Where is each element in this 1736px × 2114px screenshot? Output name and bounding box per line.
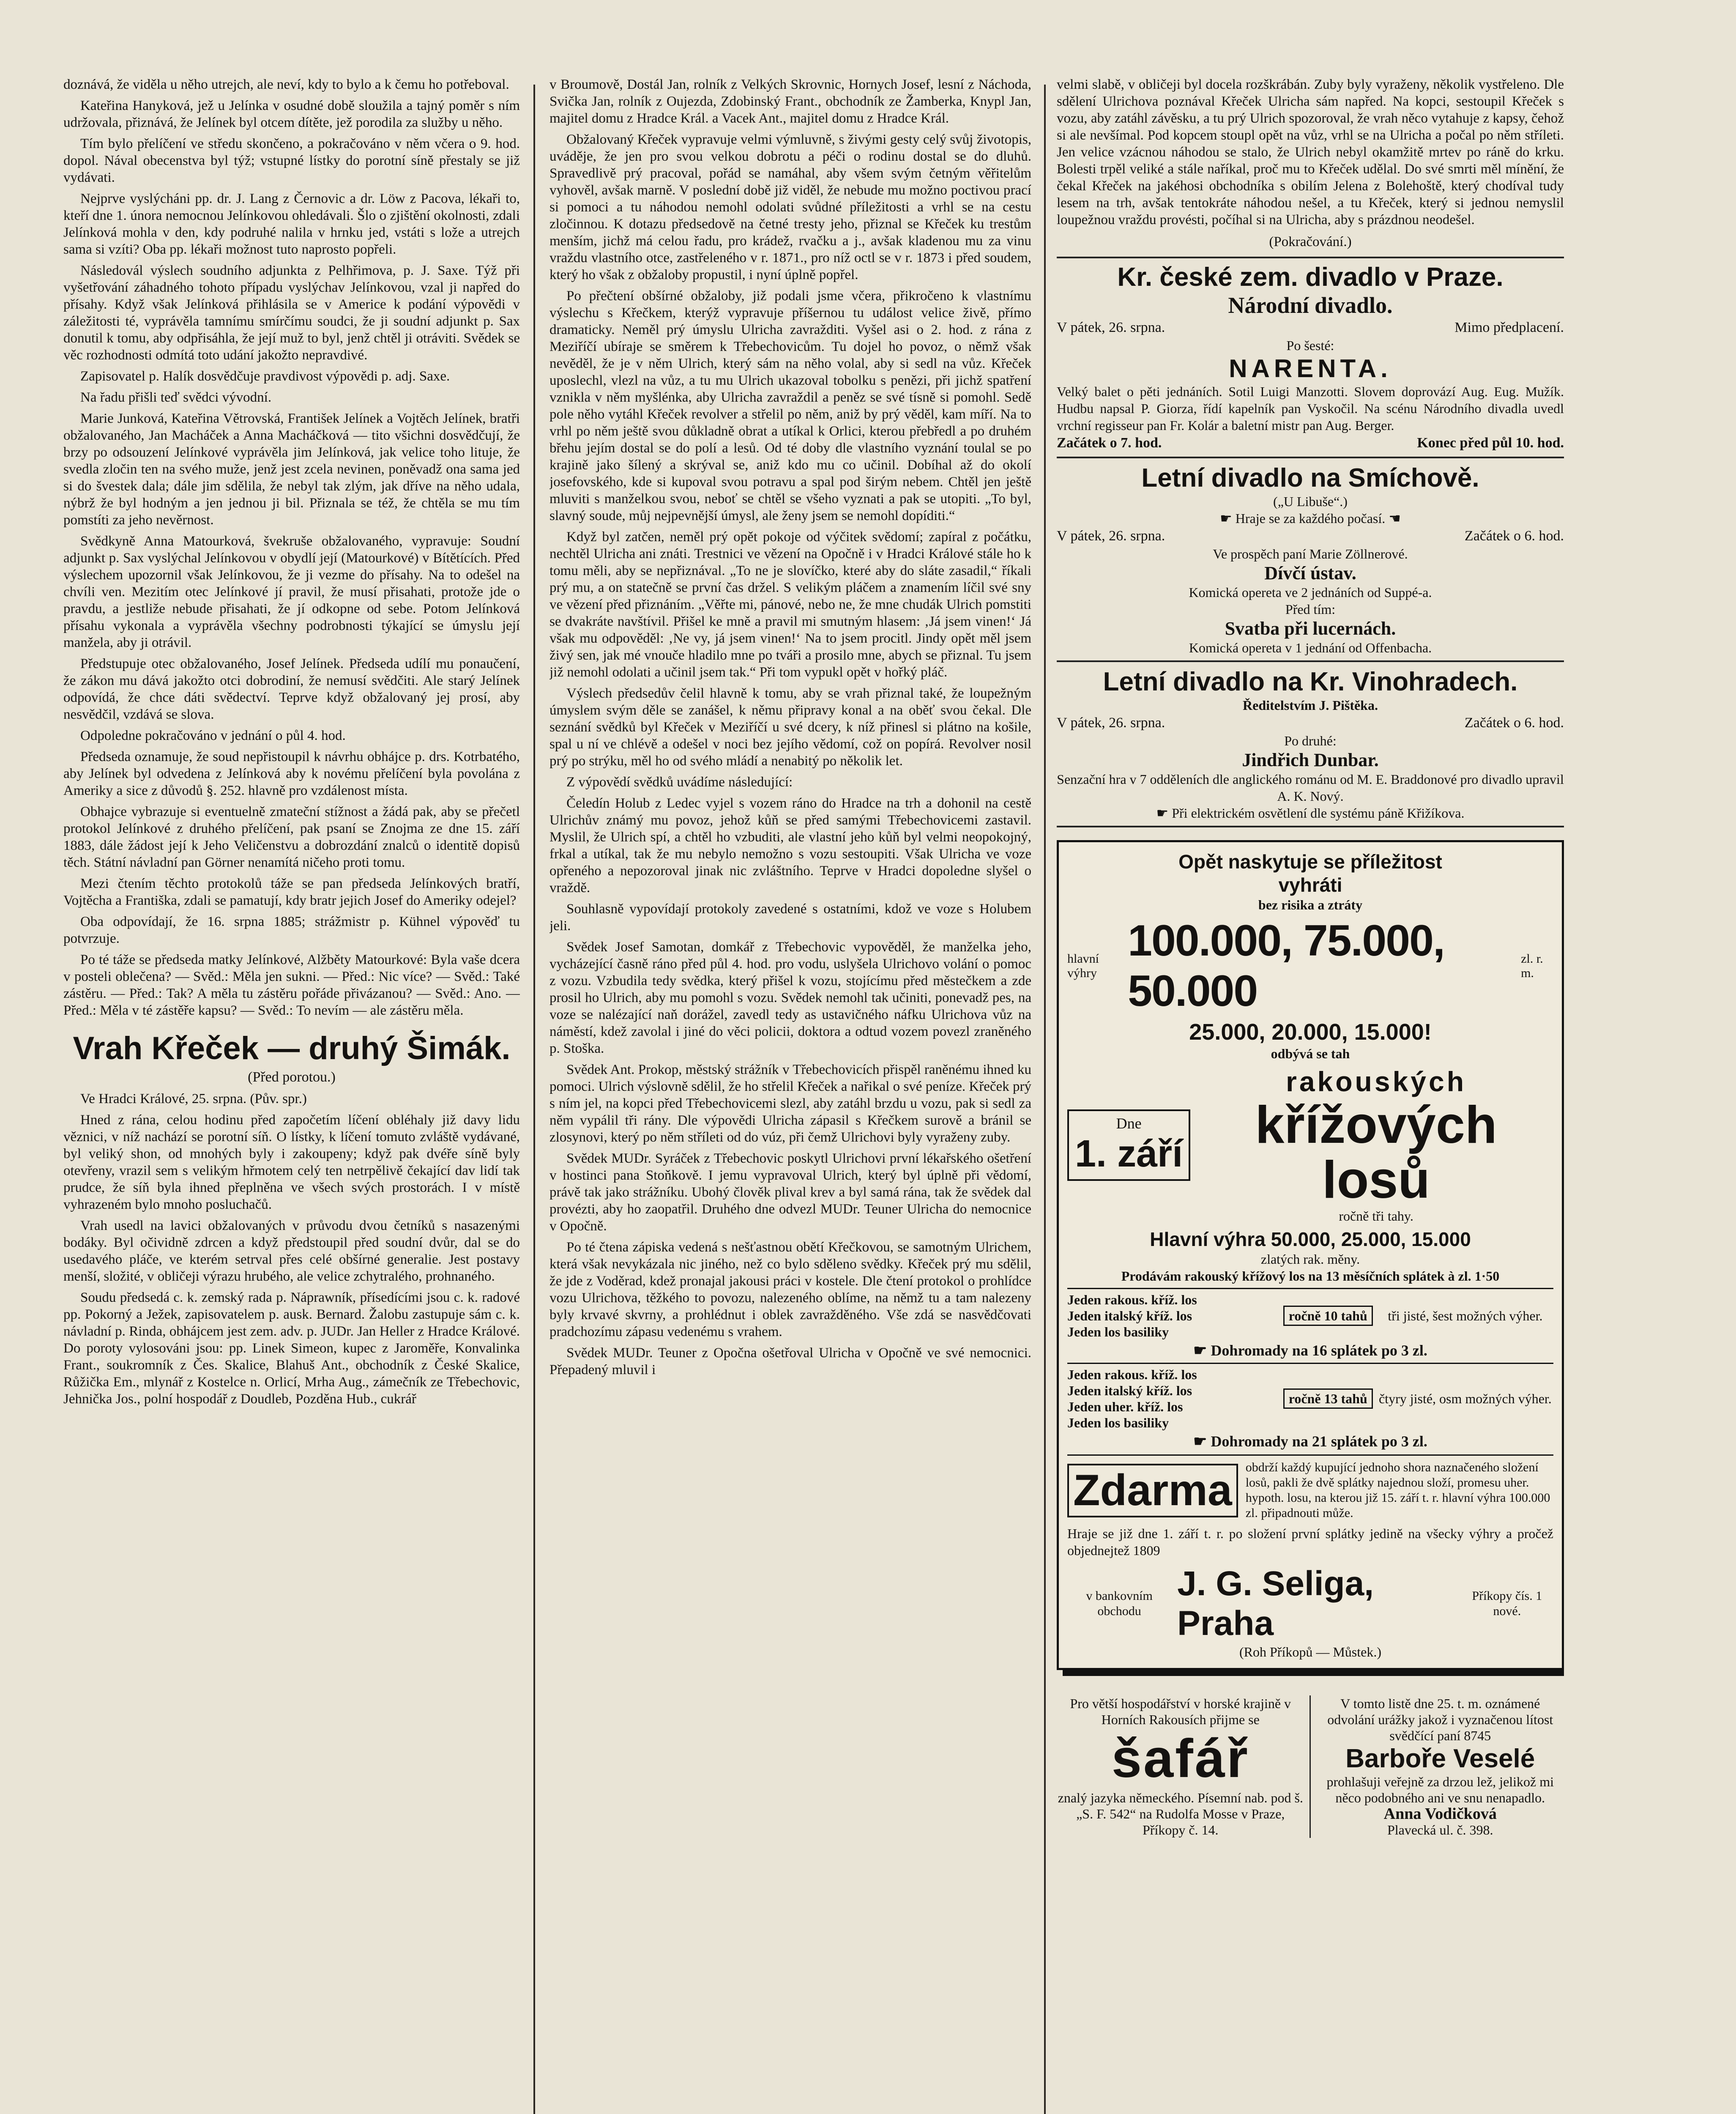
paragraph: Na řadu přišli teď svědci vývodní. [80, 390, 272, 405]
paragraph: Následovál výslech soudního adjunkta z Pelhřimova, p. J. Saxe. Týž při vyšetřování záhadného tohoto případu vyslýchav Jelínkovou, vzal ji napřed do přísahy. Když však Jelínková přihlásila se v Americe k podání výpovědi v záležitosti té, vyprávěla tamnímu smírčímu soudci, že ji soudní adjunkt p. Sax donutil k tomu, aby odpřisáhla, že její muž to byl, jenž chtěl ji otráviti. Svědek se věc rozhodnosti odmítá toto udání jakožto nepravdivé. [63, 263, 520, 363]
lottery-bundle-1 [1067, 1288, 1553, 1359]
paragraph: Mezi čtením těchto protokolů táže se pan předseda Jelínkových bratří, Vojtěcha a Františka, zdali se pamatují, kdy bratr jejich Josef do Ameriky odejel? [63, 876, 520, 908]
bundle-item: Jeden rakous. kříž. los [1067, 1367, 1197, 1382]
performance-date: V pátek, 26. srpna. [1057, 715, 1165, 731]
draws-per-year: ročně tři tahy. [1339, 1208, 1413, 1224]
paragraph: Souhlasně vypovídají protokoly zavedené s ostatními, kdož ve voze s Holubem jeli. [550, 901, 1031, 934]
free-offer-text: obdrží každý kupující jednoho shora naznačeného složení losů, pakli že dvě splátky najednou složí, promesu uher. hypoth. losu, na kterou již 15. září t. r. hlavní výhra 100.000 zl. připadnouti může. [1245, 1460, 1550, 1520]
registry-number: 1809 [1133, 1543, 1160, 1558]
main-prize-label: hlavní výhry [1067, 952, 1099, 980]
paragraph: Obhajce vybrazuje si eventuelně zmateční stížnost a žádá pak, aby se přečetl protokol Jelínkové z druhého přelíčení, pak psaní se Znojma ze dne 15. září 1883, dále žádost její k Jeho Veličenstvu a dobrozdání znalců o identitě dopisů těch. Státní návladní pan Görner nenamítá ničeho proti tomu. [63, 804, 520, 870]
notice-text: V tomto listě dne 25. t. m. oznámené odvolání urážky jakož i vyznačenou lítost svědčící paní 8745 [1327, 1696, 1553, 1743]
article-headline: Vrah Křeček — druhý Šimák. [73, 1030, 511, 1066]
bundle-item: Jeden los basiliky [1067, 1324, 1169, 1339]
play-title: Dívčí ústav. [1264, 563, 1356, 583]
paragraph: Kateřina Hanyková, jež u Jelínka v osudné době sloužila a tajný poměr s ním udržovala, přiznává, že Jelínek byl otcem dítěte, jež porodila za služby u něho. [63, 98, 520, 130]
pointing-hand-icon: ☚ [1385, 511, 1401, 526]
ad-text: Pro větší hospodářství v horské krajině v Horních Rakousích přijme se [1070, 1696, 1291, 1727]
paragraph: Po té čtena zápiska vedená s nešťastnou obětí Křečkovou, se samotným Ulrichem, která však nevykázala nic jiného, než co bylo sděleno svědky. Křeček prý mu sdělil, že jde z Voděrad, kdež pronajal jakousi práci v kostele. Dle čtení protokol o prohlídce vozu Ulrichova, těžkého to povozu, nalezeného oblíme, na němž tu a tam nalezeny byly krvavé skvrny, a prohlédnut i oblek zavražděného. Vše zdá se nasvědčovati pradchozímu zápasu vedenému s vrahem. [550, 1240, 1031, 1339]
column-3 [1057, 76, 1564, 2114]
lottery-advertisement [1057, 840, 1564, 1670]
paragraph: velmi slabě, v obličeji byl docela rozškrábán. Zuby byly vyraženy, několik vystřeleno. Dle sdělení Ulrichova poznával Křeček Ulricha sám napřed. Na kopci, sestoupil Křeček s vozu, aby zatáhl závěsku, a tu prý Ulrich spozoroval, že vrah něco vytahuje z kapsy, čehož si ale nevšímal. Pod kopcem stoupl opět na vůz, vrhl se na Ulricha a počal po něm stříleti. Jen velice vzácnou náhodou se stalo, že Ulrich nebyl okamžitě mrtev po ráně do krku. Bolesti trpěl veliké a stále naříkal, proč mu to Křeček udělal. Do své smrti měl mínění, že čekal Křeček na jakéhosi obchodníka s obilím Jelena z Bolehoště, který chodíval tudy lesem na trh, avšak tentokráte náhodou nešel, a tu Křeček, který si jednou nemyslil loupežnou vraždu provésti, počíhal si na Ulricha, aby s prázdnou neodešel. [1057, 77, 1564, 227]
vinohrady-theatre-notice [1057, 667, 1564, 827]
column-rule [1044, 85, 1046, 2114]
secondary-prizes: 25.000, 20.000, 15.000! [1189, 1019, 1432, 1045]
performance-count: Po druhé: [1284, 733, 1337, 748]
free-label: Zdarma [1067, 1464, 1238, 1517]
theatre-title: Letní divadlo na Smíchově. [1141, 463, 1479, 493]
paragraph: Odpoledne pokračováno v jednání o půl 4. hod. [80, 728, 346, 743]
column-2 [550, 76, 1031, 2114]
pointing-hand-icon: ☛ [1220, 511, 1236, 526]
austrian-label: rakouských [1286, 1066, 1467, 1097]
currency: zlatých rak. měny. [1260, 1251, 1360, 1267]
paragraph: Tím bylo přelíčení ve středu skončeno, a pokračováno v něm včera o 9. hod. dopol. Nával obecenstva byl týž; vstupné lístky do porotní síně přestaly se již vydávati. [63, 136, 520, 185]
draw-note: odbývá se tah [1271, 1046, 1350, 1061]
paragraph: Oba odpovídají, že 16. srpna 1885; strážmistr p. Kühnel výpověď tu potvrzuje. [63, 914, 520, 946]
bundle-draw-count: ročně 13 tahů [1283, 1388, 1373, 1409]
play-title: Svatba při lucernách. [1225, 618, 1396, 639]
play-title: NARENTA. [1229, 354, 1392, 383]
paragraph: Hned z rána, celou hodinu před započetím líčení obléhaly již davy lidu věznici, v níž nachází se porotní síň. O lístky, k líčení tomuto zvláště vydávané, byl veliký shon, od mnohých byly i zakoupeny; když pak dvéře síně byly otevřeny, vrazil sem s velikým hřmotem celý ten netrpělivě čekající dav lidí tak prudce, že síň byla ihned přeplněna ve všech svých prostorách. I v místě vyhrazeném bylo mnoho posluchačů. [63, 1112, 520, 1212]
paragraph: Svědek MUDr. Syráček z Třebechovic poskytl Ulrichovi první lékařského ošetření v hostinci pana Stoňkově. I jemu vypravoval Ulrich, který byl úplně při vědomí, právě tak jako strážníku. Ubohý člověk plival krev a byl samá rána, tak že svědek dal provézti, aby ho zaopatřil. Druhého dne odvezl MUDr. Teuner Ulricha do nemocnice v Opočně. [550, 1151, 1031, 1234]
paragraph: Výslech předsedův čelil hlavně k tomu, aby se vrah přiznal také, že loupežným úmyslem svým děle se zanášel, k němu připravy konal a na oběť svou čekal. Dle seznání svědků byl Křeček v Meziříčí u své dcery, k níž přinesl si plátno na košile, spal u ní ve chlévě a odešel v noci bez jejího vědomí, což on popírá. Revolver nosil prý po strýku, měl ho od svého mládí a nenabitý po několik let. [550, 686, 1031, 769]
play-title: Jindřich Dunbar. [1242, 750, 1379, 770]
paragraph: Obžalovaný Křeček vypravuje velmi výmluvně, s živými gesty celý svůj životopis, uváděje, že jen pro svou velkou dobrotu a péči o rodinu dostal se do dluhů. Spravedlivě prý pracoval, pořád se namáhal, aby všem svým četným věřitelům vyhověl, avšak marně. V poslední době již viděl, že nebude mu možno poctivou prací si pomoci a tu náhodou nemohl odolati svůdné příležitosti a vrhl se na cestu zločinnou. K dotazu předsedově na četné tresty jeho, přiznal se Křeček ku trestům menším, jichž má celou řadu, pro krádež, rvačku a j., avšak kladenou mu za vinu vraždu vlastního otce, zastřeleného v r. 1871., pro níž octl se v r. 1873 i před soudem, který ho však z obžaloby propustil, i nyní úplně popřel. [550, 132, 1031, 282]
pointing-hand-icon: ☛ [1193, 1342, 1211, 1359]
firm-corner: (Roh Příkopů — Můstek.) [1239, 1644, 1381, 1659]
play-description: Senzační hra v 7 odděleních dle anglického románu od M. E. Braddonové pro divadlo upravil A. K. Nový. [1057, 772, 1564, 804]
theatre-subtitle: Národní divadlo. [1228, 293, 1393, 318]
paragraph: Předseda oznamuje, že soud nepřistoupil k návrhu obhájce p. drs. Kotrbatého, aby Jelínek byl odvedena z Jelínková aby k novému přelíčení byla povolána z Ameriky a sice z důvodů §. 252. hlavně pro vzdálenost místa. [63, 749, 520, 798]
paragraph: Soudu předsedá c. k. zemský rada p. Náprawník, přísedícími jsou c. k. radové pp. Pokorný a Ježek, zapisovatelem p. ausk. Bernard. Žalobu zastupuje sám c. k. návladní p. Rinda, obhájcem jest zem. adv. p. JUDr. Jan Heller z Hradce Králové. Do poroty vylosováni jsou: pp. Linek Simeon, kupec z Jaroměře, Konvalinka Frant., soukromník z Čes. Skalice, Blahuš Ant., obchodník z České Skalice, Růžička Em., mlynář z Kostelce n. Orlicí, Mrha Aug., zámečník ze Třebechovic, Jehnička Jos., polní hospodář z Doudleb, Pozděna Hub., cukrář [63, 1290, 520, 1407]
ad-heading-win: vyhráti [1278, 874, 1342, 896]
main-prizes: 100.000, 75.000, 50.000 [1128, 916, 1444, 1016]
paragraph: Po přečtení obšírné obžaloby, již podali jsme včera, přikročeno k vlastnímu výslechu s Křečkem, kterýž vypravuje příšernou tu událost velice živě, přímo dramaticky. Neměl prý úmyslu Ulricha zavražditi. Vyšel asi o 2. hod. z rána z Meziříčí ubíraje se směrem k Třebechovicům. Tu dojel ho povoz, o němž však nevěděl, že je v něm Ulrich, který sám na něho volal, aby si sedl na vůz. Křeček uposlechl, vlezl na vůz, a tu mu Ulrich ukazoval tobolku s penězi, při jichž spatření vznikla v něm myšlénka, aby Ulricha zavraždil a peněz se své tísně si pomohl. Sedě pole něho vytáhl Křeček revolver a střelil po něm, aniž by prý věděl, kam míří. Na to vrhl po něm ještě svou důkladně obrat a utíkal k Orlici, kterou přebředl a po druhém břehu jejím dostal se do polí a lesů. Od té doby dle vlastního vyznání toulal se po krajině jako šílený a skrýval se, aniž kdo mu co učinil. Dobíhal až do okolí josefovského, kde si kupoval svou potravu a spal pod širým nebem. Chtěl jen ještě mluviti s manželkou svou, neboť se chtěl se všeho vyznati a pak se utopiti. „To byl, slavný soude, můj nejpevnější úmysl, ale ženy jsem se nemohl dopíditi.“ [550, 288, 1031, 523]
paragraph: Předstupuje otec obžalovaného, Josef Jelínek. Předseda udílí mu ponaučení, že zákon mu dává jakožto otci dobrodiní, že nemusí svědčiti. Ale starý Jelínek odpovídá, že chce dáti svědectví. Teprve když obžalovaný jej prosí, aby nesvědčil, vzdává se slova. [63, 656, 520, 722]
bank-label: v bankovním obchodu [1086, 1589, 1153, 1618]
play-description: Komická opereta ve 2 jednáních od Suppé-a. [1189, 585, 1432, 600]
firm-name: J. G. Seliga, Praha [1177, 1564, 1374, 1643]
theatre-title: Kr. české zem. divadlo v Praze. [1117, 263, 1504, 292]
bundle-draw-count: ročně 10 tahů [1283, 1306, 1373, 1326]
firm-address: Příkopy čís. 1 nové. [1472, 1589, 1542, 1618]
performance-date: V pátek, 26. srpna. [1057, 320, 1165, 335]
paragraph: Čeledín Holub z Ledec vyjel s vozem ráno do Hradce na trh a dohonil na cestě Ulrichův známý mu povoz, jehož kůň se před samými Třebechovicemi zastavil. Myslil, že Ulrich spí, a chtěl ho vzbuditi, ale vlastní jeho kůň byl velmi neopokojný, frkal a utíkal, tak že mu nebylo nemožno s vozu sestoupiti. Však Ulricha ve voze opřeného a nepozoroval jinak nic zvláštního. Teprve v Hradci dopoledne slyšel o vraždě. [550, 796, 1031, 895]
paragraph: Svědek MUDr. Teuner z Opočna ošetřoval Ulricha v Opočně ve své nemocnici. Přepadený mluvil i [550, 1345, 1031, 1377]
dateline: Ve Hradci Králové, 25. srpna. (Pův. spr.) [80, 1091, 307, 1106]
ad-text: znalý jazyka německého. Písemní nab. pod š. „S. F. 542“ na Rudolfa Mosse v Praze, Příkopy č. 14. [1058, 1790, 1303, 1837]
cross-lottery-label: křížových losů [1255, 1096, 1497, 1209]
play-description: Komická opereta v 1 jednání od Offenbacha. [1189, 640, 1432, 655]
ad-big-word: šafář [1111, 1728, 1249, 1789]
prize-unit: zl. r. m. [1521, 952, 1543, 980]
notice-signer: Anna Vodičková [1383, 1805, 1497, 1823]
bundle-total: Dohromady na 16 splátek po 3 zl. [1211, 1342, 1427, 1359]
bundle-item: Jeden uher. kříž. los [1067, 1399, 1183, 1414]
paragraph: Svědek Ant. Prokop, městský strážník v Třebechovicích přispěl raněnému ihned ku pomoci. Ulrich výslovně sdělil, že ho střelil Křeček a nařikal o své peníze. Křeček prý s ním jel, na kopci před Třebechovicemi slezl, aby zatáhl brzdu u vozu, pak si sedl za něm vypálil tři rány. Dle výpovědi Ulricha zápasil s Křečkem surově a bránil se zlosynovi, který po něm stříleti od do vúz, při čemž Ulrichovi byly vyraženy zuby. [550, 1062, 1031, 1145]
subscription-note: Mimo předplacení. [1454, 320, 1564, 335]
column-1 [63, 76, 520, 2114]
paragraph: Když byl zatčen, neměl prý opět pokoje od výčitek svědomí; zapíral z počátku, nechtěl Ulricha ani znáti. Trestnici ve vězení na Opočně i v Hradci Králové stále ho k tomu měli, aby se nepřiznával. „To ne je slovíčko, které aby do sláte zasadil,“ říkali prý mu, a on statečně se první čas držel. S velikým pláčem a znamením líčil své sny ve vězení před přiznáním. „Věřte mi, pánové, nebo ne, že mne chudák Ulrich pomstiti se dvakráte navštívil. Přišel ke mně a pravil mi smutným hlasem: ‚Já jsem vinen!‘ Já však mu odpověděl: ‚Ne vy, já jsem vinen!‘ Na to jsem procitl. Jindy opět měl jsem živý sen, jak mé vnouče hladilo mne po tváři a prosilo mne, abych se přiznal. Tu jsem již nemohl odolati a učinil jsem tak.“ Při tom vypukl opět v hořký pláč. [550, 529, 1031, 680]
draw-date-label: Dne [1116, 1115, 1142, 1132]
pointing-hand-icon: ☛ [1193, 1433, 1211, 1450]
performance-count: Po šesté: [1286, 338, 1334, 353]
installment-offer: Prodávám rakouský křížový los na 13 měsíčních splátek à zl. 1·50 [1121, 1268, 1500, 1284]
performance-date: V pátek, 26. srpna. [1057, 528, 1165, 544]
theatre-subtitle: („U Libuše“.) [1273, 494, 1348, 509]
theatre-title: Letní divadlo na Kr. Vinohradech. [1103, 667, 1518, 696]
paragraph: Zapisovatel p. Halík dosvědčuje pravdivost výpovědi p. adj. Saxe. [80, 369, 450, 384]
notice-name: Barboře Veselé [1345, 1744, 1535, 1773]
paragraph: Marie Junková, Kateřina Větrovská, František Jelínek a Vojtěch Jelínek, bratři obžalovaného, Jan Macháček a Anna Macháčková — tito všichni dosvědčují, že brzy po odsouzení Jelínkové vyprávěla jim Jelínková, jak velice toho lituje, že svedla zločin ten na svého muže, jenž jest zcela nevinen, poněvadž ona sama jed si do švestek dala; dále jim sdělila, že nebyl tak zlým, jak dříve na něho udala, nýbrž že byl hodným a jen jednou ji bil. Přiznala se též, že chtěla se mu tím pomstíti za jeho nevěrnost. [63, 411, 520, 528]
paragraph: Vrah usedl na lavici obžalovaných v průvodu dvou četníků s nasazenými bodáky. Byl očividně zdrcen a když předstoupil před soudní dvůr, dal se do usedavého pláče, ve kterém setrval přes celé obšírné generalie. Jest postavy menší, složité, v obličeji výrazu hrubého, ale velice zchytralého, prohnaného. [63, 1218, 520, 1284]
bundle-item: Jeden italský kříž. los [1067, 1383, 1192, 1398]
retraction-notice [1317, 1695, 1564, 1838]
notice-text: prohlašuji veřejně za drzou lež, jelikož mi něco podobného ani ve snu nenapadlo. [1326, 1774, 1554, 1805]
bundle-total: Dohromady na 21 splátek po 3 zl. [1211, 1433, 1427, 1450]
smichov-theatre-notice [1057, 463, 1564, 662]
bundle-result: čtyry jisté, osm možných výher. [1378, 1391, 1552, 1406]
lottery-bundle-2 [1067, 1363, 1553, 1450]
paragraph: Svědek Josef Samotan, domkář z Třebechovic vypověděl, že manželka jeho, vycházející časně ráno před půl 4. hod. pro vodu, uslyšela Ulrichovo volání o pomoc z vozu. Vzbudila tedy svědka, který přišel k vozu, stojícímu před městečkem a zde prosil ho Ulrich, aby mu pomohl s vozu. Svědek nemohl tak učiniti, ponevadž pes, na voze se nalézající naň dorážel, zavedl tedy as ustavičného náfku Ulrichova vůz na náměstí, kdež zavolal i jiné do věci policii, doktora a odtud vozem povezl zraněného p. Stoška. [550, 939, 1031, 1056]
weather-note: Hraje se za každého počasí. [1235, 511, 1386, 526]
steward-wanted-ad [1057, 1695, 1311, 1838]
paragraph: Svědkyně Anna Matourková, švekruše obžalovaného, vypravuje: Soudní adjunkt p. Sax vyslýchal Jelínkovou v obydlí její (Matourkové) v Bítětících. Před výslechem upozornil však Jelínkovou, že ji vezme do přísahy. Na to odešel na chvíli ven. Mezitím otec Jelínkové jí pravil, že musí přisahati, protože jde o pravdu, a jestliže nebude přisahati, že jí odkopne od sebe. Potom Jelínková přísahu vykonala a vyprávěla všechny podrobnosti týkající se úmyslu její manžela, aby ji otrávil. [63, 534, 520, 650]
paragraph: Nejprve vyslýcháni pp. dr. J. Lang z Černovic a dr. Löw z Pacova, lékaři to, kteří dne 1. února nemocnou Jelínkovou ohledávali. Šlo o zjištění okolnosti, zdali Jelínková mohla v den, kdy podruhé nalila v hrnku jed, vstáti s lože a utrejch sama si vzíti? Oba pp. lékaři možnost tuto naprosto popřeli. [63, 191, 520, 257]
start-time: Začátek o 7. hod. [1057, 435, 1162, 451]
paragraph: Po té táže se předseda matky Jelínkové, Alžběty Matourkové: Byla vaše dcera v posteli oblečena? — Svěd.: Měla jen sukni. — Před.: Nic více? — Svěd.: Také zástěru. — Před.: Tak? A měla tu zástěru pořáde přivázanou? — Svěd.: Ano. — Před.: Měla v té zástěře kapsu? — Svěd.: To nevím — ale zástěru měla. [63, 952, 520, 1018]
lighting-note: Při elektrickém osvětlení dle systému páně Křižíkova. [1172, 805, 1465, 821]
article-subhead: (Před porotou.) [248, 1069, 336, 1085]
bundle-item: Jeden los basiliky [1067, 1415, 1169, 1430]
column-rule [533, 85, 535, 2114]
national-theatre-notice [1057, 257, 1564, 458]
paragraph: doznává, že viděla u něho utrejch, ale neví, kdy to bylo a k čemu ho potřeboval. [63, 77, 509, 92]
pointing-hand-icon: ☛ [1156, 805, 1172, 821]
paragraph: Z výpovědí svědků uvádíme následující: [566, 775, 793, 790]
draw-date-box [1067, 1109, 1190, 1181]
draw-date: 1. září [1075, 1132, 1183, 1175]
before-note: Před tím: [1285, 602, 1336, 617]
trial-report-continued [63, 76, 520, 1019]
start-time: Začátek o 6. hod. [1464, 715, 1564, 731]
bundle-item: Jeden rakous. kříž. los [1067, 1292, 1197, 1307]
main-win: Hlavní výhra 50.000, 25.000, 15.000 [1150, 1228, 1471, 1250]
bundle-result: tři jisté, šest možných výher. [1388, 1308, 1543, 1323]
notice-address: Plavecká ul. č. 398. [1387, 1822, 1493, 1837]
end-time: Konec před půl 10. hod. [1417, 435, 1564, 451]
play-description: Velký balet o pěti jednáních. Sotil Luigi Manzotti. Slovem doprovází Aug. Eug. Mužík. Hudbu napsal P. Giorza, řídí kapelník pan Vyskočil. Na scénu Národního divadla uvedl vrchní regisseur pan Fr. Kolár a baletní mistr pan Aug. Berger. [1057, 384, 1564, 433]
paragraph: v Broumově, Dostál Jan, rolník z Velkých Skrovnic, Hornych Josef, lesní z Náchoda, Svička Jan, rolník z Oujezda, Zdobinský Frant., obchodník ze Žamberka, Knypl Jan, majitel domu z Hradce Král. a Vacek Ant., majitel domu z Hradce Král. [550, 77, 1031, 126]
ad-risk: bez risika a ztráty [1258, 897, 1363, 912]
first-draw-note: Hraje se již dne 1. září t. r. po složení první splátky jedině na všecky výhry a pročež objednejtež [1067, 1526, 1553, 1558]
bundle-item: Jeden italský kříž. los [1067, 1308, 1192, 1323]
start-time: Začátek o 6. hod. [1464, 528, 1564, 544]
benefit-note: Ve prospěch paní Marie Zöllnerové. [1213, 546, 1408, 561]
continuation-note: (Pokračování.) [1269, 234, 1352, 249]
ad-heading: Opět naskytuje se příležitost [1178, 851, 1442, 873]
theatre-director: Ředitelstvím J. Pištěka. [1243, 698, 1378, 713]
